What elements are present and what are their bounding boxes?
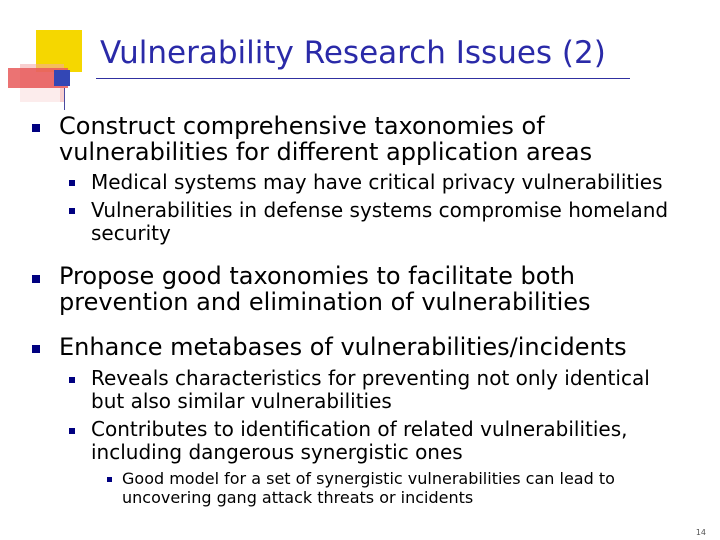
- title-underline: [96, 78, 630, 79]
- bullet-text-line: but also similar vulnerabilities: [91, 389, 392, 413]
- bullet-text-line: Medical systems may have critical privacy vulnerabilities: [91, 170, 663, 194]
- bullet-text-line: Vulnerabilities in defense systems compromise homeland: [91, 198, 669, 222]
- logo-blue-square: [54, 70, 70, 86]
- bullet-square-icon: [32, 124, 40, 132]
- logo-white-bar: [14, 88, 60, 102]
- bullet-square-icon: [69, 377, 75, 383]
- bullet-item-level2: [91, 418, 627, 464]
- bullet-square-icon: [69, 428, 75, 434]
- bullet-text-line: security: [91, 221, 171, 245]
- bullet-square-icon: [69, 208, 75, 214]
- page-number: 14: [695, 528, 706, 537]
- bullet-text-line: Enhance metabases of vulnerabilities/incidents: [59, 333, 627, 361]
- bullet-square-icon: [107, 477, 112, 482]
- bullet-text-line: Contributes to identification of related vulnerabilities,: [91, 417, 628, 441]
- bullet-item-level1: [59, 263, 591, 315]
- logo-vertical-line: [64, 88, 65, 110]
- slide-logo-decoration: [8, 30, 98, 110]
- bullet-text-line: including dangerous synergistic ones: [91, 440, 463, 464]
- slide-title: Vulnerability Research Issues (2): [100, 35, 606, 71]
- bullet-item-level2: [91, 367, 650, 413]
- bullet-text-line: Reveals characteristics for preventing not only identical: [91, 366, 650, 390]
- bullet-item-level1: [59, 334, 627, 360]
- bullet-item-level2: [91, 199, 668, 245]
- bullet-text-line: Propose good taxonomies to facilitate both: [59, 262, 575, 290]
- bullet-text-line: vulnerabilities for different application areas: [59, 138, 593, 166]
- bullet-square-icon: [69, 180, 75, 186]
- bullet-square-icon: [32, 345, 40, 353]
- bullet-text-line: prevention and elimination of vulnerabilities: [59, 288, 591, 316]
- bullet-item-level3: [122, 469, 615, 507]
- bullet-text-line: Good model for a set of synergistic vulnerabilities can lead to: [122, 469, 615, 488]
- bullet-item-level2: [91, 171, 663, 194]
- bullet-square-icon: [32, 275, 40, 283]
- bullet-text-line: uncovering gang attack threats or incidents: [122, 488, 474, 507]
- bullet-item-level1: [59, 113, 592, 165]
- bullet-text-line: Construct comprehensive taxonomies of: [59, 112, 545, 140]
